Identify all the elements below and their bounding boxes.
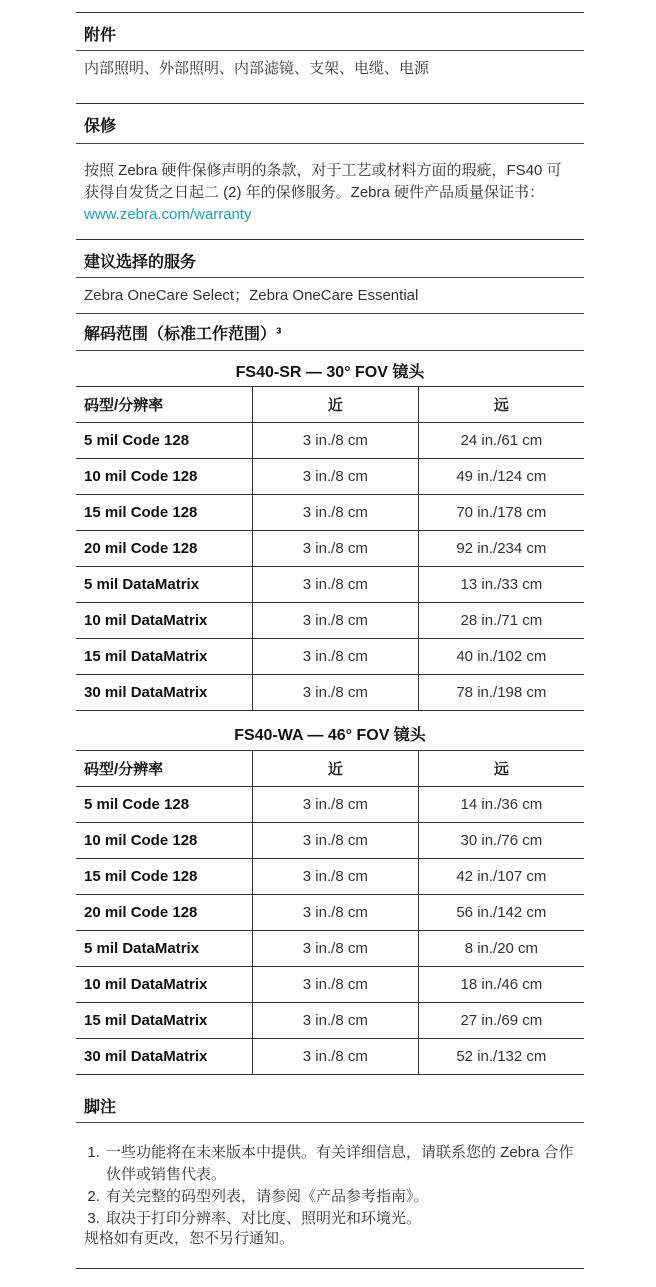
warranty-body: 按照 Zebra 硬件保修声明的条款，对于工艺或材料方面的瑕疵，FS40 可获得自发货之日起二 (2) 年的保修服务。Zebra 硬件产品质量保证书： bbox=[84, 162, 562, 201]
cell-far: 30 in./76 cm bbox=[418, 823, 584, 859]
table-row bbox=[76, 823, 584, 859]
cell-near: 3 in./8 cm bbox=[252, 459, 418, 495]
header-far: 远 bbox=[418, 387, 584, 423]
warranty-rule bbox=[76, 143, 584, 144]
cell-symbology: 10 mil DataMatrix bbox=[76, 603, 252, 639]
cell-far: 56 in./142 cm bbox=[418, 895, 584, 931]
bottom-rule bbox=[76, 1268, 584, 1269]
header-near: 近 bbox=[252, 387, 418, 423]
cell-symbology: 15 mil DataMatrix bbox=[76, 639, 252, 675]
top-rule bbox=[76, 12, 584, 13]
services-text: Zebra OneCare Select；Zebra OneCare Essential bbox=[84, 287, 419, 304]
decode-range-top-rule bbox=[76, 313, 584, 314]
cell-far: 8 in./20 cm bbox=[418, 931, 584, 967]
cell-far: 28 in./71 cm bbox=[418, 603, 584, 639]
services-heading: 建议选择的服务 bbox=[84, 254, 197, 271]
cell-far: 13 in./33 cm bbox=[418, 567, 584, 603]
cell-near: 3 in./8 cm bbox=[252, 859, 418, 895]
cell-near: 3 in./8 cm bbox=[252, 895, 418, 931]
cell-near: 3 in./8 cm bbox=[252, 675, 418, 711]
table-row bbox=[76, 787, 584, 823]
cell-symbology: 20 mil Code 128 bbox=[76, 895, 252, 931]
list-item: 2. 有关完整的码型列表，请参阅《产品参考指南》。 bbox=[104, 1186, 584, 1208]
cell-far: 14 in./36 cm bbox=[418, 787, 584, 823]
warranty-top-rule bbox=[76, 103, 584, 104]
cell-far: 52 in./132 cm bbox=[418, 1039, 584, 1075]
table-row bbox=[76, 859, 584, 895]
cell-near: 3 in./8 cm bbox=[252, 531, 418, 567]
cell-near: 3 in./8 cm bbox=[252, 1039, 418, 1075]
table-row bbox=[76, 639, 584, 675]
decode-range-rule bbox=[76, 350, 584, 351]
table-sr bbox=[76, 386, 584, 711]
header-symbology: 码型/分辨率 bbox=[76, 751, 252, 787]
cell-symbology: 5 mil DataMatrix bbox=[76, 931, 252, 967]
cell-near: 3 in./8 cm bbox=[252, 603, 418, 639]
cell-symbology: 30 mil DataMatrix bbox=[76, 1039, 252, 1075]
cell-near: 3 in./8 cm bbox=[252, 967, 418, 1003]
cell-near: 3 in./8 cm bbox=[252, 567, 418, 603]
cell-symbology: 5 mil DataMatrix bbox=[76, 567, 252, 603]
table-row bbox=[76, 423, 584, 459]
footnotes-heading: 脚注 bbox=[84, 1099, 117, 1116]
cell-far: 24 in./61 cm bbox=[418, 423, 584, 459]
cell-symbology: 15 mil Code 128 bbox=[76, 495, 252, 531]
table-row bbox=[76, 495, 584, 531]
cell-far: 42 in./107 cm bbox=[418, 859, 584, 895]
warranty-link[interactable]: www.zebra.com/warranty bbox=[84, 206, 252, 223]
accessories-rule bbox=[76, 50, 584, 51]
table-row bbox=[76, 531, 584, 567]
cell-far: 70 in./178 cm bbox=[418, 495, 584, 531]
decode-range-heading: 解码范围（标准工作范围）³ bbox=[84, 326, 282, 343]
header-symbology: 码型/分辨率 bbox=[76, 387, 252, 423]
table-wa bbox=[76, 750, 584, 1075]
disclaimer-text: 规格如有更改，恕不另行通知。 bbox=[84, 1230, 295, 1247]
cell-near: 3 in./8 cm bbox=[252, 1003, 418, 1039]
table-wa-title: FS40-WA — 46° FOV 镜头 bbox=[234, 727, 426, 744]
list-item: 1. 一些功能将在未来版本中提供。有关详细信息，请联系您的 Zebra 合作伙伴或销售代表。 bbox=[104, 1142, 584, 1186]
services-rule bbox=[76, 277, 584, 278]
cell-symbology: 10 mil Code 128 bbox=[76, 459, 252, 495]
table-row bbox=[76, 603, 584, 639]
cell-far: 78 in./198 cm bbox=[418, 675, 584, 711]
header-near: 近 bbox=[252, 751, 418, 787]
table-row bbox=[76, 675, 584, 711]
accessories-text: 内部照明、外部照明、内部滤镜、支架、电缆、电源 bbox=[84, 60, 430, 77]
table-header-row bbox=[76, 751, 584, 787]
cell-symbology: 15 mil DataMatrix bbox=[76, 1003, 252, 1039]
cell-symbology: 20 mil Code 128 bbox=[76, 531, 252, 567]
cell-near: 3 in./8 cm bbox=[252, 495, 418, 531]
cell-near: 3 in./8 cm bbox=[252, 931, 418, 967]
cell-far: 49 in./124 cm bbox=[418, 459, 584, 495]
cell-near: 3 in./8 cm bbox=[252, 639, 418, 675]
table-row bbox=[76, 567, 584, 603]
table-row bbox=[76, 967, 584, 1003]
table-row bbox=[76, 931, 584, 967]
table-header-row bbox=[76, 387, 584, 423]
table-sr-title: FS40-SR — 30° FOV 镜头 bbox=[235, 364, 425, 381]
cell-symbology: 10 mil Code 128 bbox=[76, 823, 252, 859]
cell-far: 18 in./46 cm bbox=[418, 967, 584, 1003]
accessories-heading: 附件 bbox=[84, 27, 117, 44]
cell-symbology: 5 mil Code 128 bbox=[76, 787, 252, 823]
services-top-rule bbox=[76, 239, 584, 240]
footnotes-list bbox=[84, 1142, 584, 1230]
cell-near: 3 in./8 cm bbox=[252, 823, 418, 859]
cell-symbology: 10 mil DataMatrix bbox=[76, 967, 252, 1003]
warranty-heading: 保修 bbox=[84, 118, 117, 135]
cell-far: 40 in./102 cm bbox=[418, 639, 584, 675]
table-row bbox=[76, 895, 584, 931]
footnotes-rule bbox=[76, 1122, 584, 1123]
cell-far: 27 in./69 cm bbox=[418, 1003, 584, 1039]
cell-symbology: 5 mil Code 128 bbox=[76, 423, 252, 459]
table-row bbox=[76, 1003, 584, 1039]
table-row bbox=[76, 1039, 584, 1075]
cell-far: 92 in./234 cm bbox=[418, 531, 584, 567]
cell-symbology: 30 mil DataMatrix bbox=[76, 675, 252, 711]
cell-near: 3 in./8 cm bbox=[252, 423, 418, 459]
cell-symbology: 15 mil Code 128 bbox=[76, 859, 252, 895]
warranty-text bbox=[84, 160, 564, 226]
table-row bbox=[76, 459, 584, 495]
cell-near: 3 in./8 cm bbox=[252, 787, 418, 823]
header-far: 远 bbox=[418, 751, 584, 787]
list-item: 3. 取决于打印分辨率、对比度、照明光和环境光。 bbox=[104, 1208, 584, 1230]
